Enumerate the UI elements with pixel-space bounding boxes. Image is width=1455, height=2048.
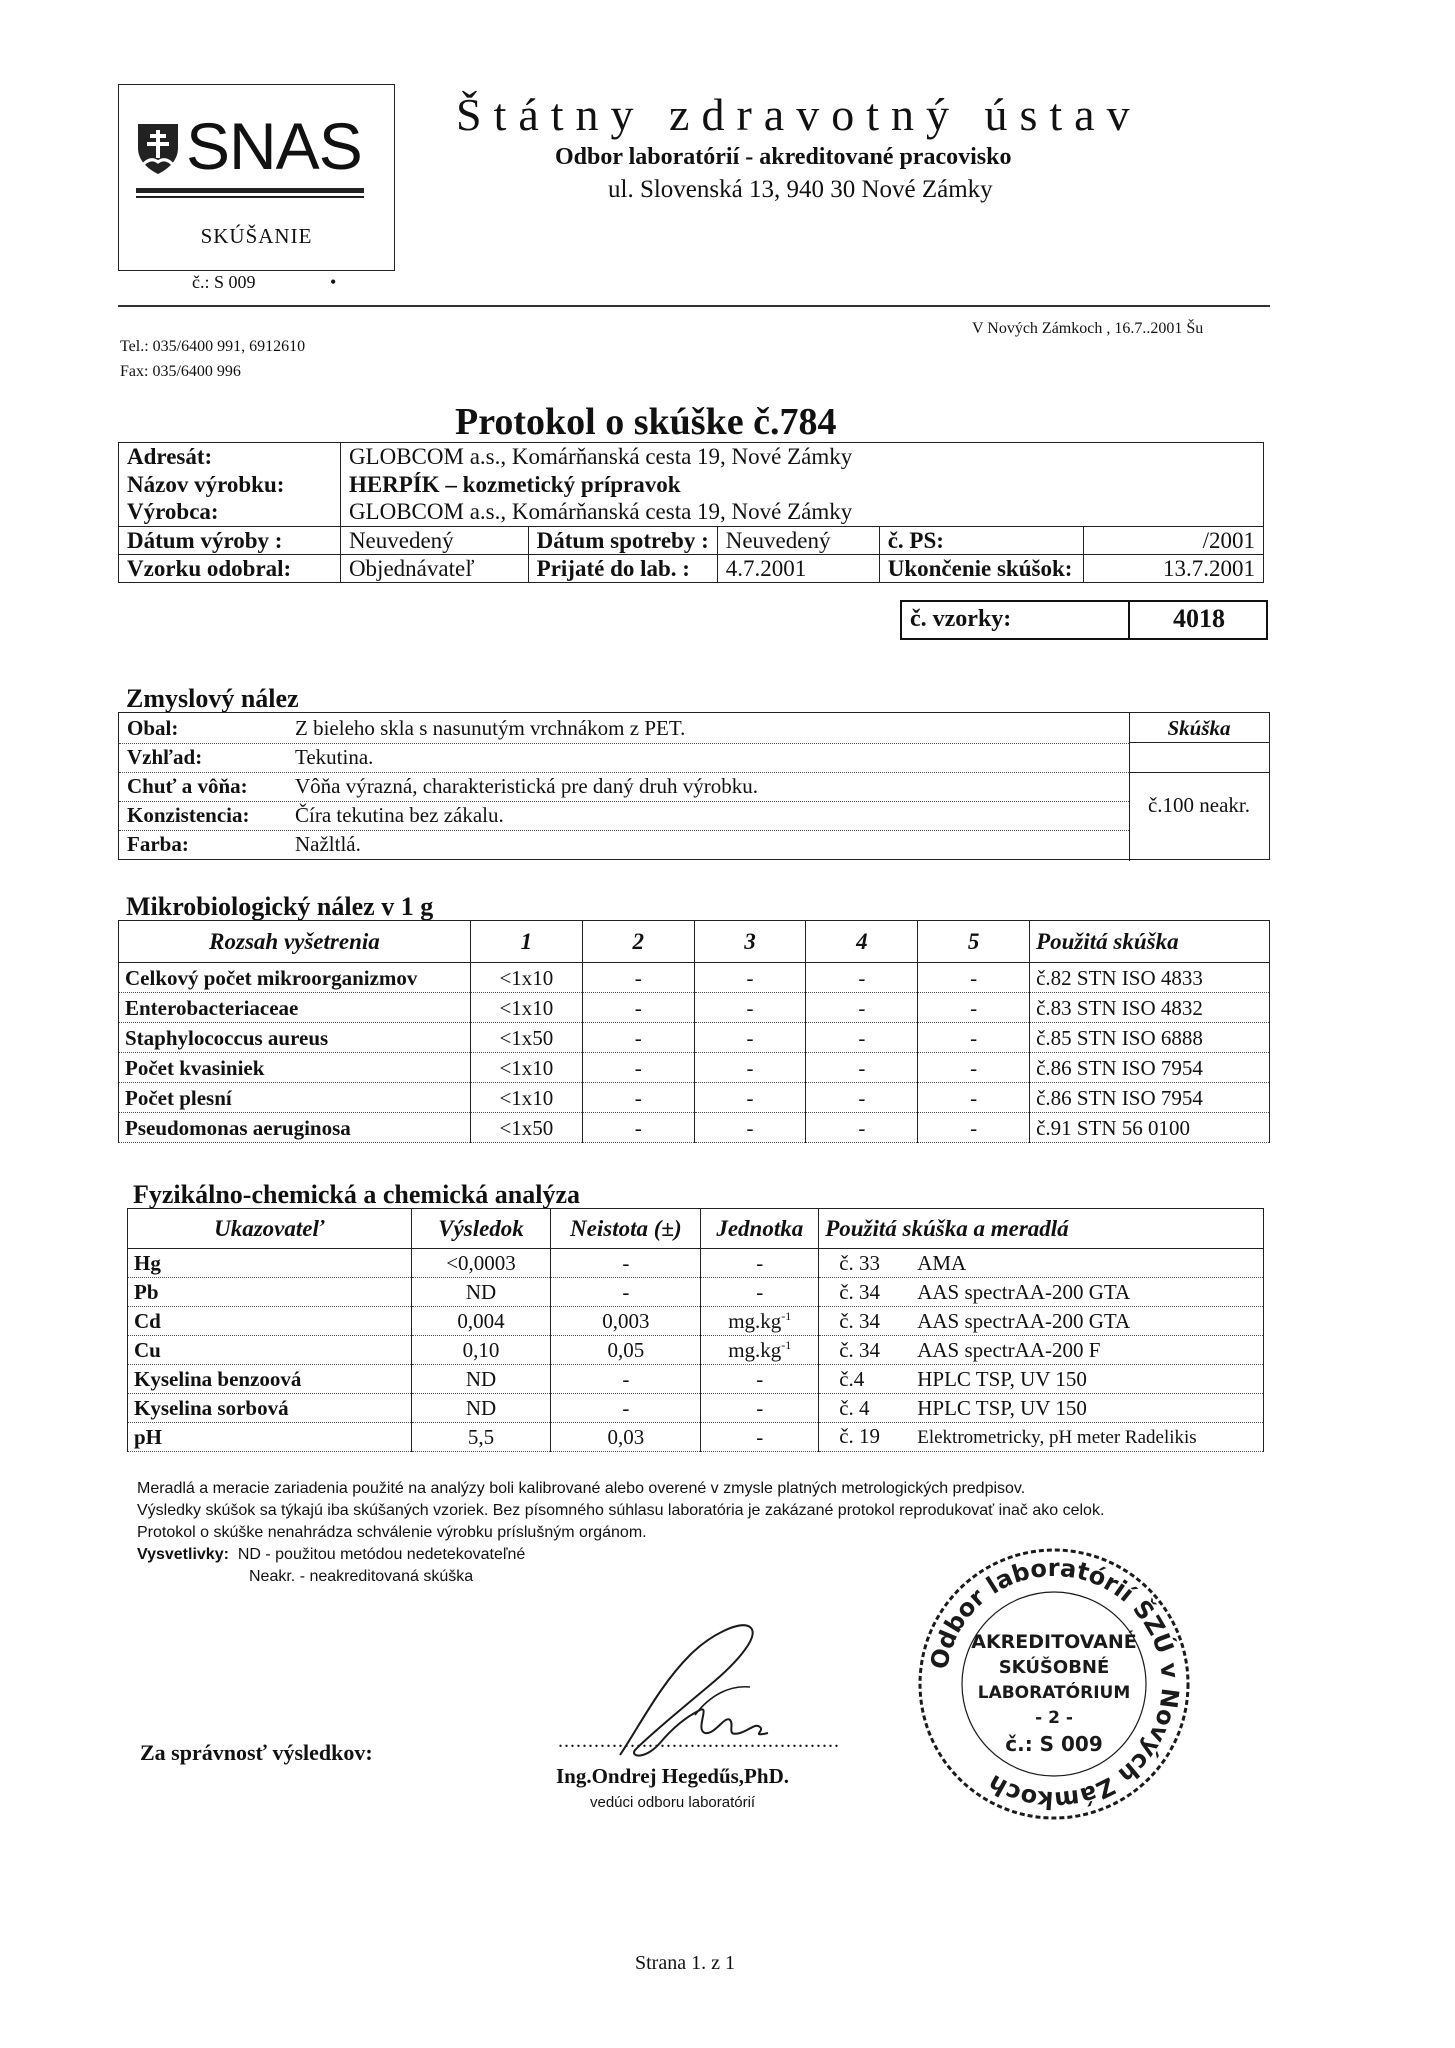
chem-method [819, 1365, 1264, 1394]
micro-v4: - [806, 1053, 918, 1083]
logo-number: č.: S 009 [192, 272, 256, 292]
method-number: č. 34 [839, 1279, 881, 1304]
micro-v5: - [918, 1113, 1030, 1143]
legend-neakr: Neakr. - neakreditovaná skúška [249, 1568, 474, 1585]
chem-uncertainty: - [551, 1249, 701, 1278]
micro-v5: - [918, 993, 1030, 1023]
chem-uncertainty: - [551, 1365, 701, 1394]
micro-v1: <1x10 [470, 1083, 582, 1113]
adresat-label: Adresát: [119, 443, 341, 471]
micro-v5: - [918, 963, 1030, 993]
tests-end-value: 13.7.2001 [1083, 555, 1263, 583]
page-number: Strana 1. z 1 [635, 1952, 735, 1974]
sample-info-table [118, 442, 1264, 583]
logo-label: SKÚŠANIE [200, 224, 313, 248]
institute-department: Odbor laboratórií - akreditované pracovisko [555, 144, 1012, 170]
micro-v1: <1x10 [470, 963, 582, 993]
sample-number-value: 4018 [1128, 600, 1268, 640]
chem-header: Jednotka [701, 1209, 819, 1249]
sensory-test-blank [1129, 743, 1269, 773]
micro-header: 3 [694, 921, 806, 963]
unit-text: mg.kg [728, 1308, 782, 1333]
unit-exponent: -1 [781, 1337, 792, 1352]
chem-name: Cu [128, 1336, 412, 1365]
unit-text: - [756, 1250, 764, 1275]
method-name: AAS spectrAA-200 F [917, 1337, 1101, 1362]
sensory-row [127, 801, 504, 830]
stamp-line: AKREDITOVANÉ [971, 1631, 1137, 1653]
collected-by-value: Objednávateľ [340, 555, 528, 583]
micro-v2: - [582, 1083, 694, 1113]
chem-uncertainty: 0,003 [551, 1307, 701, 1336]
chem-header: Použitá skúška a meradlá [819, 1209, 1264, 1249]
micro-test: č.86 STN ISO 7954 [1030, 1053, 1270, 1083]
note-line: Meradlá a meracie zariadenia použité na analýzy boli kalibrované alebo overené v zmysle platných metrologických predpisov. [137, 1480, 1026, 1497]
micro-test: č.85 STN ISO 6888 [1030, 1023, 1270, 1053]
received-value: 4.7.2001 [717, 555, 879, 583]
micro-v4: - [806, 1023, 918, 1053]
stamp-line: SKÚŠOBNÉ [998, 1657, 1110, 1678]
micro-v3: - [694, 1053, 806, 1083]
logo-rule [136, 188, 364, 193]
micro-v3: - [694, 1023, 806, 1053]
table-row [128, 1336, 1264, 1365]
note-line: Výsledky skúšok sa týkajú iba skúšaných vzoriek. Bez písomného súhlasu laboratória je zakázané protokol reprodukovať inač ako celok. [137, 1502, 1105, 1519]
micro-header: Rozsah vyšetrenia [119, 921, 471, 963]
stamp-line: č.: S 009 [1005, 1732, 1103, 1756]
micro-name: Pseudomonas aeruginosa [119, 1113, 471, 1143]
chem-unit [701, 1336, 819, 1365]
table-row [128, 1307, 1264, 1336]
sensory-table [118, 712, 1270, 860]
method-name: HPLC TSP, UV 150 [917, 1395, 1087, 1420]
table-row [119, 963, 1270, 993]
chem-table [127, 1208, 1264, 1452]
producer-value: GLOBCOM a.s., Komárňanská cesta 19, Nové Zámky [340, 499, 1263, 527]
method-name: Elektrometricky, pH meter Radelikis [917, 1427, 1197, 1448]
table-row [128, 1365, 1264, 1394]
collected-by-label: Vzorku odobral: [119, 555, 341, 583]
logo-mark: • [330, 272, 337, 292]
sensory-key: Chuť a vôňa: [127, 774, 248, 798]
chem-method [819, 1278, 1264, 1307]
sensory-value: Z bieleho skla s nasunutým vrchnákom z PET. [295, 716, 686, 740]
chem-result: 0,004 [411, 1307, 551, 1336]
stamp-line: - 2 - [1035, 1708, 1073, 1728]
table-row [119, 1113, 1270, 1143]
signature-line: ............................................... [558, 1730, 840, 1752]
sensory-key: Obal: [127, 716, 179, 740]
micro-v2: - [582, 1053, 694, 1083]
sensory-value: Číra tekutina bez zákalu. [295, 803, 504, 827]
chem-title: Fyzikálno-chemická a chemická analýza [133, 1180, 581, 1209]
adresat-value: GLOBCOM a.s., Komárňanská cesta 19, Nové Zámky [340, 443, 1263, 471]
micro-header: Použitá skúška [1030, 921, 1270, 963]
table-row [119, 993, 1270, 1023]
sensory-row [127, 772, 758, 801]
micro-test: č.91 STN 56 0100 [1030, 1113, 1270, 1143]
method-number: č. 19 [839, 1424, 881, 1448]
chem-unit [701, 1249, 819, 1278]
chem-name: Cd [128, 1307, 412, 1336]
method-number: č.4 [839, 1366, 865, 1391]
chem-uncertainty: 0,03 [551, 1423, 701, 1452]
chem-result: ND [411, 1365, 551, 1394]
unit-text: mg.kg [728, 1337, 782, 1362]
fax-line: Fax: 035/6400 996 [120, 363, 241, 380]
sensory-test-value: č.100 neakr. [1147, 793, 1251, 817]
header-divider [118, 305, 1270, 307]
micro-v4: - [806, 1113, 918, 1143]
method-number: č. 34 [839, 1308, 881, 1333]
sensory-value: Vôňa výrazná, charakteristická pre daný druh výrobku. [295, 774, 758, 798]
expiry-date-label: Dátum spotreby : [528, 527, 717, 555]
chem-unit [701, 1365, 819, 1394]
unit-text: - [756, 1395, 764, 1420]
micro-header: 1 [470, 921, 582, 963]
micro-v1: <1x10 [470, 993, 582, 1023]
sample-number-label: č. vzorky: [910, 606, 1012, 632]
signatory-role: vedúci odboru laboratórií [590, 1794, 756, 1811]
chem-header: Neistota (±) [551, 1209, 701, 1249]
chem-result: ND [411, 1278, 551, 1307]
chem-method [819, 1307, 1264, 1336]
tel-line: Tel.: 035/6400 991, 6912610 [120, 338, 306, 355]
micro-v3: - [694, 963, 806, 993]
tests-end-label: Ukončenie skúšok: [879, 555, 1083, 583]
chem-unit [701, 1278, 819, 1307]
micro-header: 4 [806, 921, 918, 963]
micro-name: Enterobacteriaceae [119, 993, 471, 1023]
table-row [128, 1394, 1264, 1423]
chem-name: pH [128, 1423, 412, 1452]
micro-test: č.86 STN ISO 7954 [1030, 1083, 1270, 1113]
signatory-name: Ing.Ondrej Hegedűs,PhD. [556, 1764, 789, 1788]
micro-name: Celkový počet mikroorganizmov [119, 963, 471, 993]
logo-rule [136, 196, 364, 198]
method-name: HPLC TSP, UV 150 [917, 1366, 1087, 1391]
micro-v4: - [806, 963, 918, 993]
method-name: AAS spectrAA-200 GTA [917, 1308, 1131, 1333]
chem-method [819, 1336, 1264, 1365]
sensory-title: Zmyslový nález [126, 684, 299, 713]
method-number: č. 34 [839, 1337, 881, 1362]
stamp-line: LABORATÓRIUM [977, 1683, 1131, 1703]
table-row [119, 1023, 1270, 1053]
chem-uncertainty: 0,05 [551, 1336, 701, 1365]
legend-nd: ND - použitou metódou nedetekovateľné [237, 1546, 526, 1563]
micro-v3: - [694, 1083, 806, 1113]
ps-label: č. PS: [879, 527, 1083, 555]
micro-v5: - [918, 1023, 1030, 1053]
sensory-value: Nažltlá. [295, 832, 361, 856]
ps-value: /2001 [1083, 527, 1263, 555]
chem-result: <0,0003 [411, 1249, 551, 1278]
chem-result: 5,5 [411, 1423, 551, 1452]
producer-label: Výrobca: [119, 499, 341, 527]
micro-v1: <1x10 [470, 1053, 582, 1083]
place-date: V Nových Zámkoch , 16.7..2001 Šu [972, 320, 1204, 337]
table-row [119, 1083, 1270, 1113]
unit-text: - [756, 1424, 764, 1449]
sensory-key: Konzistencia: [127, 803, 250, 827]
chem-method [819, 1249, 1264, 1278]
accreditation-stamp [915, 1545, 1193, 1823]
expiry-date-value: Neuvedený [717, 527, 879, 555]
sensory-row [127, 714, 685, 743]
contact-block [120, 334, 305, 384]
snas-logo-text: SNAS [186, 109, 362, 183]
micro-v5: - [918, 1053, 1030, 1083]
legend-label: Vysvetlivky: [137, 1546, 229, 1563]
note-line: Protokol o skúške nenahrádza schválenie výrobku príslušným orgánom. [137, 1524, 647, 1541]
micro-test: č.83 STN ISO 4832 [1030, 993, 1270, 1023]
product-name-label: Názov výrobku: [119, 471, 341, 499]
product-name-value: HERPÍK – kozmetický prípravok [340, 471, 1263, 499]
table-row [128, 1249, 1264, 1278]
chem-result: 0,10 [411, 1336, 551, 1365]
micro-v2: - [582, 963, 694, 993]
sensory-row [127, 743, 373, 772]
micro-test: č.82 STN ISO 4833 [1030, 963, 1270, 993]
chem-method [819, 1394, 1264, 1423]
micro-v1: <1x50 [470, 1113, 582, 1143]
chem-name: Hg [128, 1249, 412, 1278]
correctness-label: Za správnosť výsledkov: [140, 1740, 373, 1765]
table-row [128, 1423, 1264, 1452]
sensory-value: Tekutina. [295, 745, 374, 769]
chem-header: Výsledok [411, 1209, 551, 1249]
protocol-title: Protokol o skúške č.784 [455, 401, 837, 443]
chem-name: Kyselina benzoová [128, 1365, 412, 1394]
micro-header: 5 [918, 921, 1030, 963]
slovak-shield-icon [136, 122, 180, 176]
unit-text: - [756, 1366, 764, 1391]
micro-title: Mikrobiologický nález v 1 g [126, 892, 434, 921]
chem-method [819, 1423, 1264, 1452]
chem-name: Pb [128, 1278, 412, 1307]
table-row [119, 1053, 1270, 1083]
institute-name: Štátny zdravotný ústav [456, 89, 1142, 140]
micro-v1: <1x50 [470, 1023, 582, 1053]
micro-name: Počet kvasiniek [119, 1053, 471, 1083]
institute-address: ul. Slovenská 13, 940 30 Nové Zámky [608, 176, 993, 203]
handwritten-signature [600, 1615, 790, 1775]
received-label: Prijaté do lab. : [528, 555, 717, 583]
stamp-ring-text: Odbor laboratórií ŠZÚ v Nových Zámkoch [924, 1553, 1185, 1815]
micro-v2: - [582, 1113, 694, 1143]
micro-v2: - [582, 993, 694, 1023]
chem-unit [701, 1307, 819, 1336]
production-date-label: Dátum výroby : [119, 527, 341, 555]
micro-v3: - [694, 1113, 806, 1143]
micro-v5: - [918, 1083, 1030, 1113]
production-date-value: Neuvedený [340, 527, 528, 555]
method-name: AMA [917, 1250, 967, 1275]
micro-header: 2 [582, 921, 694, 963]
chem-unit [701, 1394, 819, 1423]
micro-name: Staphylococcus aureus [119, 1023, 471, 1053]
chem-uncertainty: - [551, 1394, 701, 1423]
sensory-row [127, 830, 361, 859]
sensory-key: Farba: [127, 832, 189, 856]
table-row [128, 1278, 1264, 1307]
method-number: č. 4 [839, 1395, 870, 1420]
chem-header: Ukazovateľ [128, 1209, 412, 1249]
method-name: AAS spectrAA-200 GTA [917, 1279, 1131, 1304]
unit-exponent: -1 [781, 1308, 792, 1323]
unit-text: - [756, 1279, 764, 1304]
chem-uncertainty: - [551, 1278, 701, 1307]
chem-unit [701, 1423, 819, 1452]
micro-v3: - [694, 993, 806, 1023]
chem-name: Kyselina sorbová [128, 1394, 412, 1423]
micro-v2: - [582, 1023, 694, 1053]
sensory-key: Vzhľad: [127, 745, 203, 769]
micro-v4: - [806, 1083, 918, 1113]
micro-name: Počet plesní [119, 1083, 471, 1113]
micro-table [118, 920, 1270, 1143]
method-number: č. 33 [839, 1250, 881, 1275]
micro-v4: - [806, 993, 918, 1023]
sensory-test-header: Skúška [1129, 713, 1269, 743]
chem-result: ND [411, 1394, 551, 1423]
